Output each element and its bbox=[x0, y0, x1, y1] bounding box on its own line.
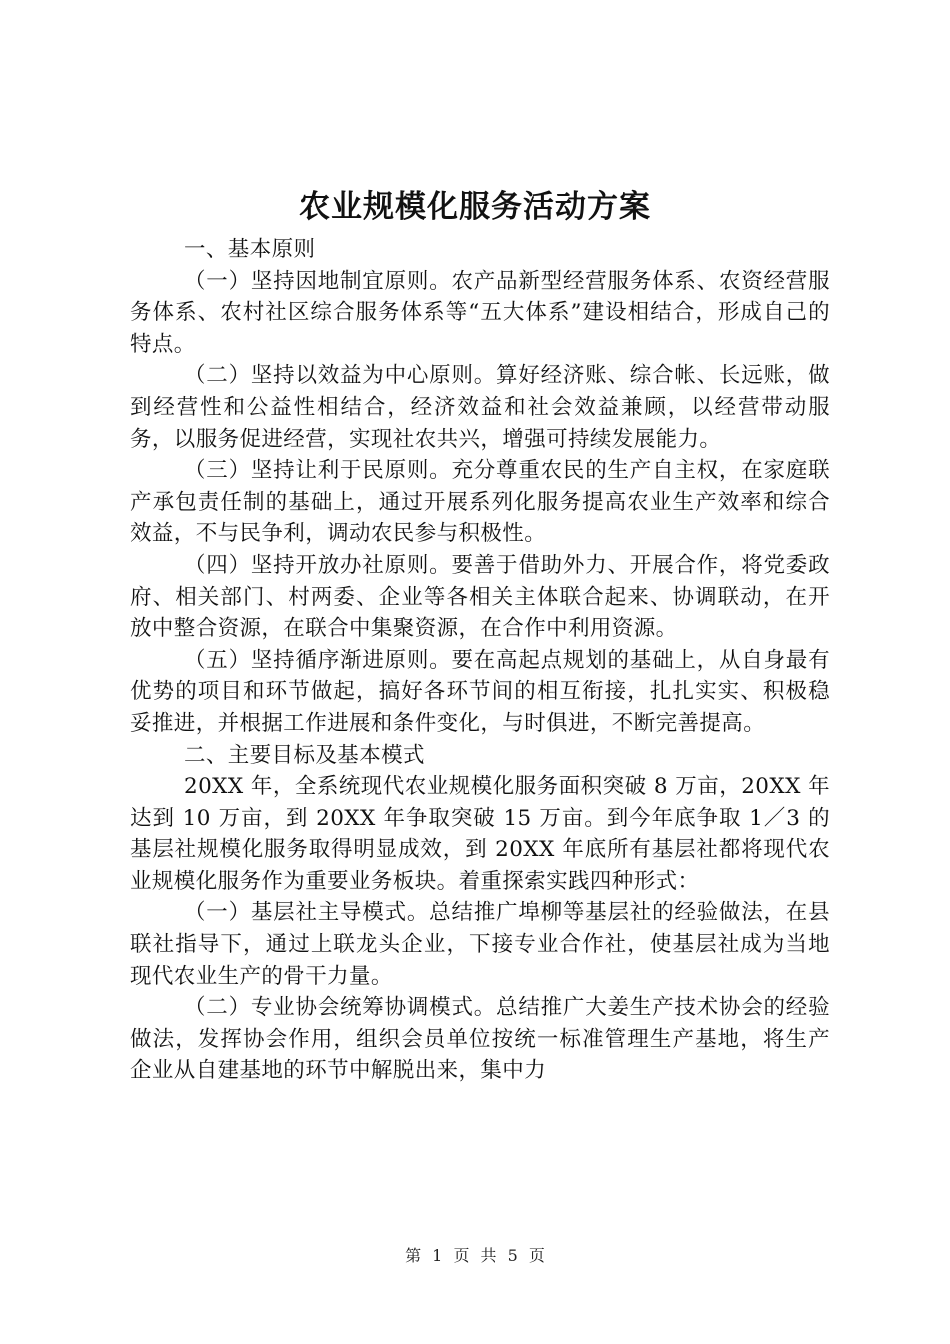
paragraph-mode-1: （一）基层社主导模式。总结推广埠柳等基层社的经验做法，在县联社指导下，通过上联龙头企业，下接专业合作社，使基层社成为当地现代农业生产的骨干力量。 bbox=[130, 900, 830, 989]
section-heading-goals: 二、主要目标及基本模式 bbox=[184, 742, 425, 768]
paragraph-principle-1: （一）坚持因地制宜原则。农产品新型经营服务体系、农资经营服务体系、农村社区综合服务体系等“五大体系”建设相结合，形成自己的特点。 bbox=[130, 268, 830, 357]
paragraph-goals: 20XX 年，全系统现代农业规模化服务面积突破 8 万亩，20XX 年达到 10 万亩，到 20XX 年争取突破 15 万亩。到今年底争取 1／3 的基层社规模化服务取得明显成效，到 20XX 年底所有基层社都将现代农业规模化服务作为重要业务板块。着重探索实践四种形式： bbox=[130, 774, 830, 894]
section-heading-principles: 一、基本原则 bbox=[184, 237, 316, 262]
paragraph-principle-5: （五）坚持循序渐进原则。要在高起点规划的基础上，从自身最有优势的项目和环节做起，搞好各环节间的相互衔接，扎扎实实、积极稳妥推进，并根据工作进展和条件变化，与时俱进，不断完善提高。 bbox=[130, 647, 830, 736]
paragraph-mode-2: （二）专业协会统筹协调模式。总结推广大姜生产技术协会的经验做法，发挥协会作用，组织会员单位按统一标准管理生产基地，将生产企业从自建基地的环节中解脱出来，集中力 bbox=[130, 995, 830, 1084]
page-number-footer: 第 1 页 共 5 页 bbox=[405, 1246, 545, 1265]
document-body bbox=[130, 234, 830, 1087]
document-title: 农业规模化服务活动方案 bbox=[299, 189, 651, 225]
paragraph-principle-3: （三）坚持让利于民原则。充分尊重农民的生产自主权，在家庭联产承包责任制的基础上，通过开展系列化服务提高农业生产效率和综合效益，不与民争利，调动农民参与积极性。 bbox=[130, 458, 830, 547]
paragraph-principle-2: （二）坚持以效益为中心原则。算好经济账、综合帐、长远账，做到经营性和公益性相结合，经济效益和社会效益兼顾，以经营带动服务，以服务促进经营，实现社农共兴，增强可持续发展能力。 bbox=[130, 363, 830, 452]
paragraph-principle-4: （四）坚持开放办社原则。要善于借助外力、开展合作，将党委政府、相关部门、村两委、企业等各相关主体联合起来、协调联动，在开放中整合资源，在联合中集聚资源，在合作中利用资源。 bbox=[130, 552, 830, 642]
